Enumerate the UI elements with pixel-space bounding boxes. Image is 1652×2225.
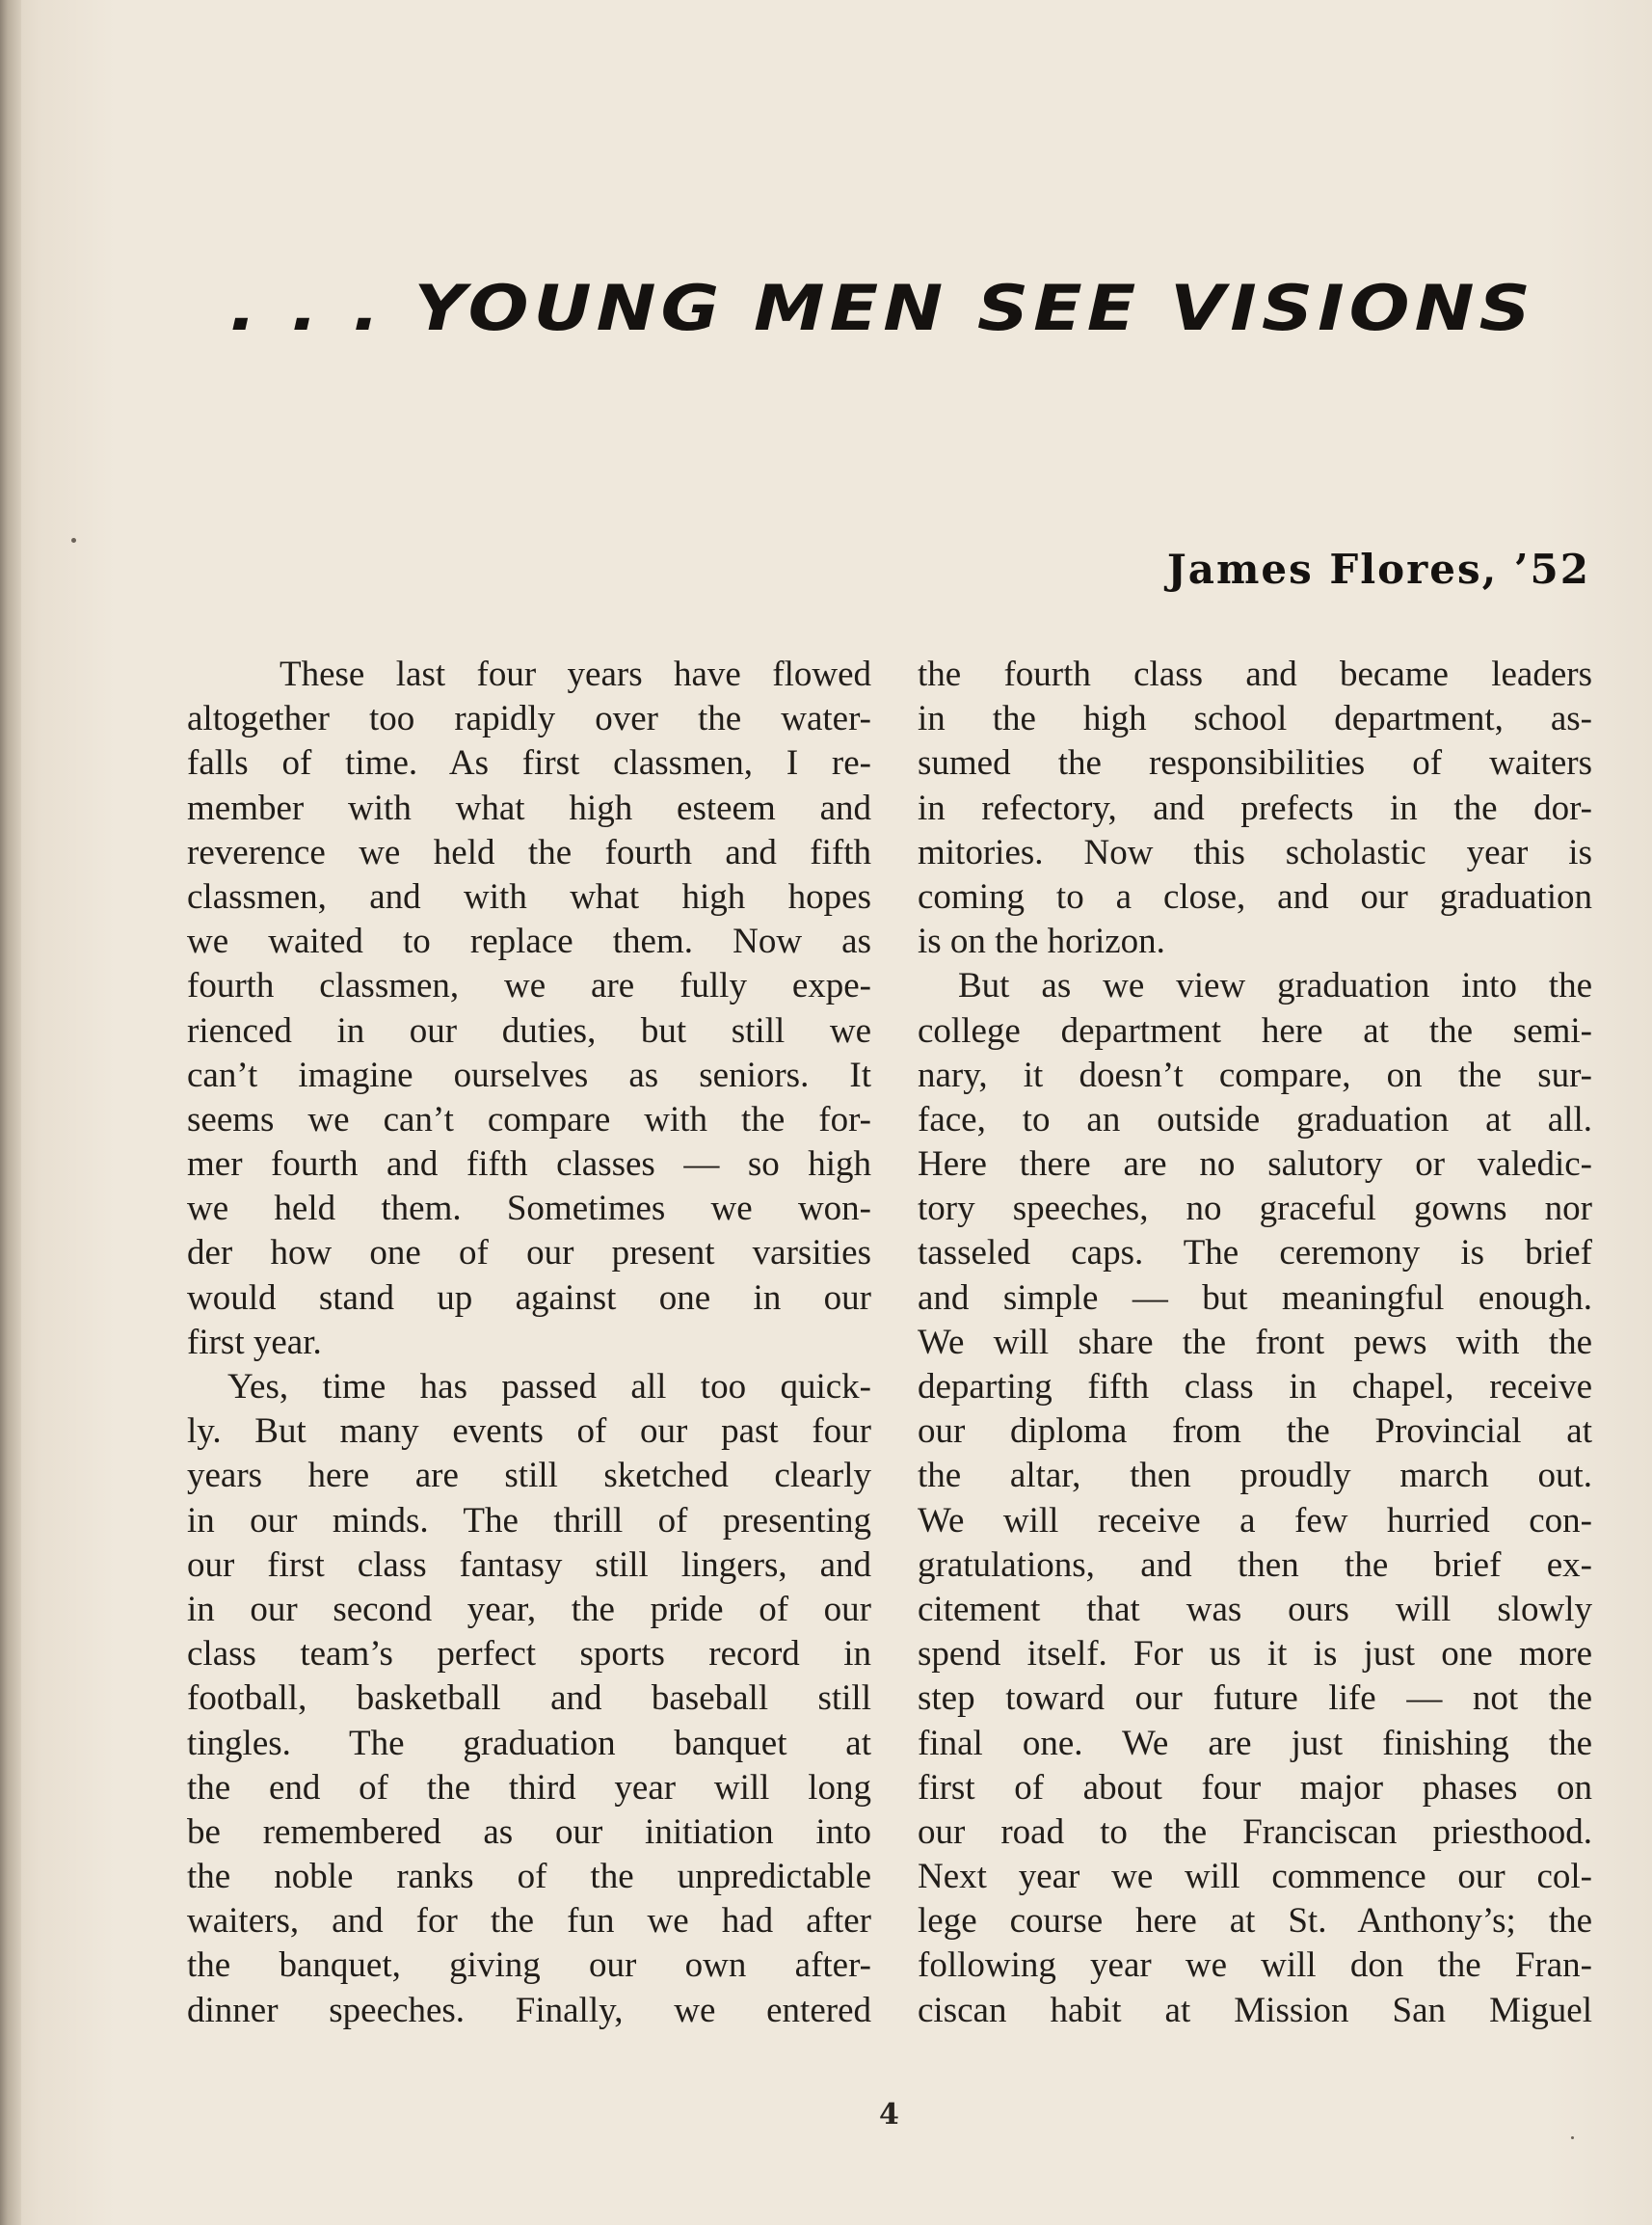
- text-line: college department here at the semi-: [918, 1010, 1592, 1051]
- text-line: we waited to replace them. Now as: [187, 922, 871, 962]
- text-line: Here there are no salutory or valedic-: [918, 1144, 1592, 1185]
- text-line: following year we will don the Fran-: [918, 1945, 1592, 1986]
- text-line: we held them. Sometimes we won-: [187, 1189, 871, 1229]
- text-line: the banquet, giving our own after-: [187, 1945, 871, 1986]
- text-line: be remembered as our initiation into: [187, 1811, 871, 1852]
- text-line: mer fourth and fifth classes — so high: [187, 1144, 871, 1185]
- text-line: football, basketball and baseball still: [187, 1678, 871, 1719]
- binding-shadow: [0, 0, 21, 2225]
- text-line: the noble ranks of the unpredictable: [187, 1857, 871, 1897]
- text-line: ly. But many events of our past four: [187, 1411, 871, 1452]
- text-line: falls of time. As first classmen, I re-: [187, 743, 871, 784]
- text-line: in our minds. The thrill of presenting: [187, 1500, 871, 1541]
- text-line: rienced in our duties, but still we: [187, 1010, 871, 1051]
- text-line: the end of the third year will long: [187, 1767, 871, 1808]
- text-line: Yes, time has passed all too quick-: [227, 1367, 871, 1407]
- text-line: citement that was ours will slowly: [918, 1589, 1592, 1629]
- text-line: spend itself. For us it is just one more: [918, 1634, 1592, 1675]
- text-line: tingles. The graduation banquet at: [187, 1723, 871, 1763]
- text-line: in the high school department, as-: [918, 699, 1592, 739]
- text-line: We will receive a few hurried con-: [918, 1500, 1592, 1541]
- text-line: These last four years have flowed: [280, 655, 871, 694]
- right-column: [918, 653, 1592, 2033]
- text-line: tasseled caps. The ceremony is brief: [918, 1233, 1592, 1273]
- text-line: is on the horizon.: [918, 922, 1165, 962]
- text-line: final one. We are just finishing the: [918, 1723, 1592, 1763]
- text-line: waiters, and for the fun we had after: [187, 1901, 871, 1942]
- text-line: But as we view graduation into the: [958, 966, 1592, 1006]
- article-title: . . . YOUNG MEN SEE VISIONS: [229, 272, 1535, 345]
- text-line: the fourth class and became leaders: [918, 655, 1592, 694]
- text-line: our road to the Franciscan priesthood.: [918, 1811, 1592, 1852]
- text-line: can’t imagine ourselves as seniors. It: [187, 1055, 871, 1095]
- text-line: lege course here at St. Anthony’s; the: [918, 1901, 1592, 1942]
- text-line: seems we can’t compare with the for-: [187, 1099, 871, 1139]
- paper-speck: [71, 538, 76, 543]
- text-line: classmen, and with what high hopes: [187, 876, 871, 917]
- text-line: sumed the responsibilities of waiters: [918, 743, 1592, 784]
- text-line: years here are still sketched clearly: [187, 1456, 871, 1496]
- text-line: altogether too rapidly over the water-: [187, 699, 871, 739]
- text-line: first year.: [187, 1322, 322, 1362]
- text-line: step toward our future life — not the: [918, 1678, 1592, 1719]
- text-line: We will share the front pews with the: [918, 1322, 1592, 1362]
- text-line: nary, it doesn’t compare, on the sur-: [918, 1055, 1592, 1095]
- text-line: ciscan habit at Mission San Miguel: [918, 1990, 1592, 2030]
- text-line: would stand up against one in our: [187, 1277, 871, 1318]
- text-line: tory speeches, no graceful gowns nor: [918, 1189, 1592, 1229]
- text-line: departing fifth class in chapel, receive: [918, 1367, 1592, 1407]
- text-line: in refectory, and prefects in the dor-: [918, 788, 1592, 828]
- text-line: fourth classmen, we are fully expe-: [187, 966, 871, 1006]
- page-number: 4: [879, 2098, 899, 2131]
- text-line: first of about four major phases on: [918, 1767, 1592, 1808]
- text-line: dinner speeches. Finally, we entered: [187, 1990, 871, 2030]
- author-byline: James Flores, ’52: [1166, 546, 1590, 593]
- paper-speck: [1571, 2136, 1574, 2139]
- text-line: in our second year, the pride of our: [187, 1589, 871, 1629]
- text-line: our diploma from the Provincial at: [918, 1411, 1592, 1452]
- text-line: our first class fantasy still lingers, and: [187, 1544, 871, 1585]
- left-column: [187, 653, 871, 2033]
- text-line: face, to an outside graduation at all.: [918, 1099, 1592, 1139]
- text-line: the altar, then proudly march out.: [918, 1456, 1592, 1496]
- text-line: der how one of our present varsities: [187, 1233, 871, 1273]
- text-line: gratulations, and then the brief ex-: [918, 1544, 1592, 1585]
- text-line: mitories. Now this scholastic year is: [918, 832, 1592, 872]
- text-line: member with what high esteem and: [187, 788, 871, 828]
- text-line: and simple — but meaningful enough.: [918, 1277, 1592, 1318]
- text-line: reverence we held the fourth and fifth: [187, 832, 871, 872]
- text-line: coming to a close, and our graduation: [918, 876, 1592, 917]
- text-line: class team’s perfect sports record in: [187, 1634, 871, 1675]
- text-line: Next year we will commence our col-: [918, 1857, 1592, 1897]
